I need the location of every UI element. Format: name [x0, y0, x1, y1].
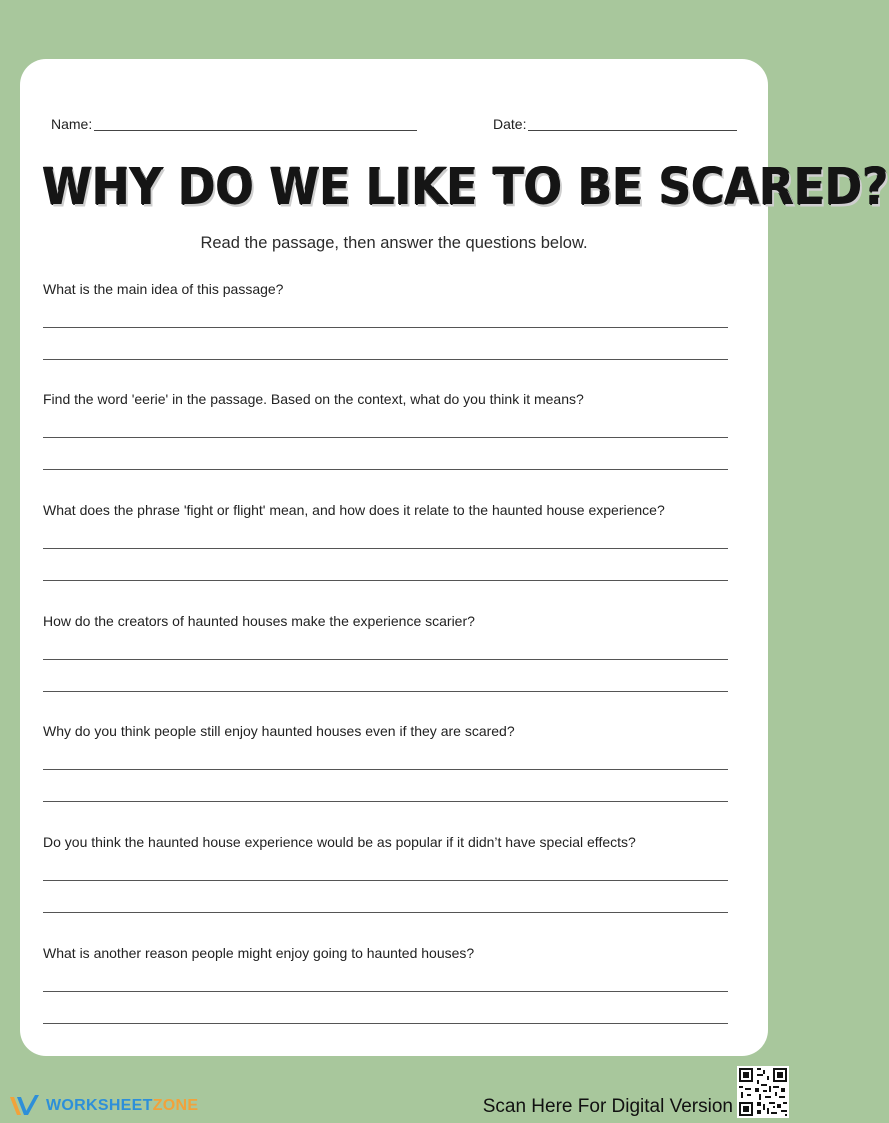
- brand-name-part2: ZONE: [152, 1097, 199, 1114]
- answer-line[interactable]: [43, 548, 728, 549]
- answer-line[interactable]: [43, 659, 728, 660]
- question-item: [43, 833, 733, 851]
- question-text: What does the phrase 'fight or flight' mean, and how does it relate to the haunted house experience?: [43, 502, 665, 518]
- date-field[interactable]: [493, 114, 737, 132]
- question-item: [43, 501, 733, 519]
- question-item: [43, 944, 733, 962]
- worksheetzone-logo-icon: [8, 1093, 42, 1119]
- answer-line[interactable]: [43, 801, 728, 802]
- date-label: Date:: [493, 116, 527, 132]
- name-line[interactable]: [94, 130, 417, 131]
- answer-line[interactable]: [43, 691, 728, 692]
- answer-line[interactable]: [43, 769, 728, 770]
- page-title: WHY DO WE LIKE TO BE SCARED?: [42, 158, 889, 217]
- answer-line[interactable]: [43, 912, 728, 913]
- name-label: Name:: [51, 116, 93, 132]
- name-field[interactable]: [51, 114, 417, 132]
- question-item: [43, 280, 733, 298]
- answer-line[interactable]: [43, 469, 728, 470]
- question-text: Find the word 'eerie' in the passage. Based on the context, what do you think it means?: [43, 391, 584, 407]
- answer-line[interactable]: [43, 1023, 728, 1024]
- question-text: Do you think the haunted house experience would be as popular if it didn’t have special effects?: [43, 834, 636, 850]
- question-text: What is the main idea of this passage?: [43, 281, 284, 297]
- answer-line[interactable]: [43, 880, 728, 881]
- qr-code-icon[interactable]: [737, 1066, 789, 1118]
- question-text: What is another reason people might enjoy going to haunted houses?: [43, 945, 475, 961]
- question-text: Why do you think people still enjoy haunted houses even if they are scared?: [43, 723, 515, 739]
- scan-text: Scan Here For Digital Version: [482, 1096, 733, 1117]
- question-item: [43, 390, 733, 408]
- brand-name-part1: WORKSHEET: [46, 1097, 153, 1114]
- date-line[interactable]: [528, 130, 737, 131]
- question-item: [43, 722, 733, 740]
- answer-line[interactable]: [43, 359, 728, 360]
- question-item: [43, 612, 733, 630]
- answer-line[interactable]: [43, 327, 728, 328]
- worksheetzone-brand[interactable]: [8, 1092, 198, 1120]
- instructions-text: Read the passage, then answer the questions below.: [200, 234, 588, 252]
- question-text: How do the creators of haunted houses make the experience scarier?: [43, 613, 475, 629]
- answer-line[interactable]: [43, 580, 728, 581]
- answer-line[interactable]: [43, 437, 728, 438]
- answer-line[interactable]: [43, 991, 728, 992]
